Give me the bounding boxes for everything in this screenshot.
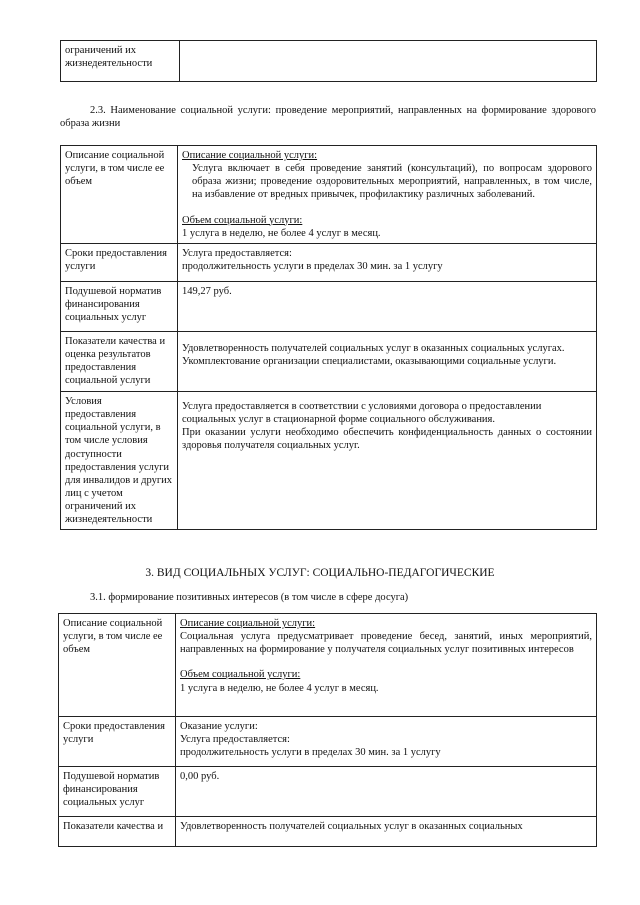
row-label bbox=[59, 767, 176, 817]
volume-text: 1 услуга в неделю, не более 4 услуг в месяц. bbox=[180, 682, 379, 694]
quality-line: Укомплектование организации специалистами, оказывающими социальные услуги. bbox=[182, 356, 557, 368]
row-value bbox=[176, 767, 597, 817]
top-table bbox=[60, 40, 597, 82]
row-value bbox=[180, 41, 597, 82]
table-row bbox=[61, 41, 597, 82]
quality-line: Удовлетворенность получателей социальных услуг в оказанных социальных bbox=[180, 821, 523, 832]
cost-value: 149,27 руб. bbox=[182, 286, 232, 297]
terms-line: Оказание услуги: bbox=[180, 721, 258, 732]
row-label-text: Условия предоставления социальной услуги, в том числе условия доступности предоставления услуги для инвалидов и других лиц с учетом ограничений их жизнедеятельности bbox=[65, 396, 173, 526]
row-value bbox=[176, 817, 597, 847]
section-2-3-table bbox=[60, 145, 597, 530]
volume-heading: Объем социальной услуги: bbox=[180, 669, 301, 681]
row-label bbox=[61, 146, 178, 244]
description-text: Услуга включает в себя проведение занятий (консультаций), по вопросам здорового образа жизни; проведение оздоровительных мероприятий, направленных, в том числе, на избавление от вредных привычек, профилактику различных заболеваний. bbox=[192, 163, 592, 201]
row-label bbox=[59, 614, 176, 717]
terms-line: продолжительность услуги в пределах 30 мин. за 1 услугу bbox=[180, 747, 441, 759]
table-row bbox=[61, 282, 597, 332]
section-3-1-subtitle: 3.1. формирование позитивных интересов (в том числе в сфере досуга) bbox=[90, 592, 409, 603]
row-value bbox=[178, 244, 597, 282]
section-3-heading: 3. ВИД СОЦИАЛЬНЫХ УСЛУГ: СОЦИАЛЬНО-ПЕДАГОГИЧЕСКИЕ bbox=[145, 567, 495, 579]
row-value bbox=[178, 332, 597, 392]
conditions-line: Услуга предоставляется в соответствии с условиями договора о предоставлении социальных услуг в стационарной форме социального обслуживания. bbox=[182, 401, 542, 426]
description-heading: Описание социальной услуги: bbox=[182, 150, 318, 161]
row-label-text: Сроки предоставления услуги bbox=[65, 248, 167, 273]
table-row bbox=[61, 332, 597, 392]
row-value bbox=[176, 614, 597, 717]
row-value bbox=[178, 282, 597, 332]
row-label-text: Описание социальной услуги, в том числе ее объем bbox=[65, 150, 165, 188]
section-2-3-title: 2.3. Наименование социальной услуги: проведение мероприятий, направленных на формирование здорового образа жизни bbox=[60, 105, 596, 130]
table-row bbox=[61, 146, 597, 244]
row-label bbox=[61, 282, 178, 332]
quality-line: Удовлетворенность получателей социальных услуг в оказанных социальных услугах. bbox=[182, 343, 565, 354]
row-label bbox=[59, 717, 176, 767]
description-heading: Описание социальной услуги: bbox=[180, 618, 316, 629]
row-label-text: ограничений их жизнедеятельности bbox=[65, 45, 153, 70]
row-value bbox=[176, 717, 597, 767]
row-label-text: Подушевой норматив финансирования социальных услуг bbox=[65, 286, 162, 324]
row-label bbox=[59, 817, 176, 847]
table-row bbox=[61, 392, 597, 530]
row-label-text: Показатели качества и оценка результатов предоставления социальной услуги bbox=[65, 336, 166, 387]
row-label-text: Описание социальной услуги, в том числе ее объем bbox=[63, 618, 163, 656]
row-label-text: Показатели качества и bbox=[63, 821, 164, 832]
table-row bbox=[61, 244, 597, 282]
table-row bbox=[59, 717, 597, 767]
row-value bbox=[178, 146, 597, 244]
row-label bbox=[61, 392, 178, 530]
terms-line: Услуга предоставляется: bbox=[182, 248, 292, 259]
cost-value: 0,00 руб. bbox=[180, 771, 220, 782]
terms-line: Услуга предоставляется: bbox=[180, 734, 290, 746]
row-label-text: Подушевой норматив финансирования социальных услуг bbox=[63, 771, 160, 809]
row-label bbox=[61, 244, 178, 282]
description-text: Социальная услуга предусматривает проведение бесед, занятий, иных мероприятий, направленных на формирование у получателя социальных услуг позитивных интересов bbox=[180, 631, 592, 656]
table-row bbox=[59, 817, 597, 847]
row-value bbox=[178, 392, 597, 530]
table-row bbox=[59, 614, 597, 717]
row-label bbox=[61, 41, 180, 82]
row-label-text: Сроки предоставления услуги bbox=[63, 721, 165, 746]
section-3-1-table bbox=[58, 613, 597, 847]
table-row bbox=[59, 767, 597, 817]
terms-line: продолжительность услуги в пределах 30 мин. за 1 услугу bbox=[182, 261, 443, 273]
row-label bbox=[61, 332, 178, 392]
volume-text: 1 услуга в неделю, не более 4 услуг в месяц. bbox=[182, 227, 381, 239]
conditions-line: При оказании услуги необходимо обеспечить конфиденциальность данных о состоянии здоровья получателя социальных услуг. bbox=[182, 427, 592, 452]
volume-heading: Объем социальной услуги: bbox=[182, 214, 303, 226]
